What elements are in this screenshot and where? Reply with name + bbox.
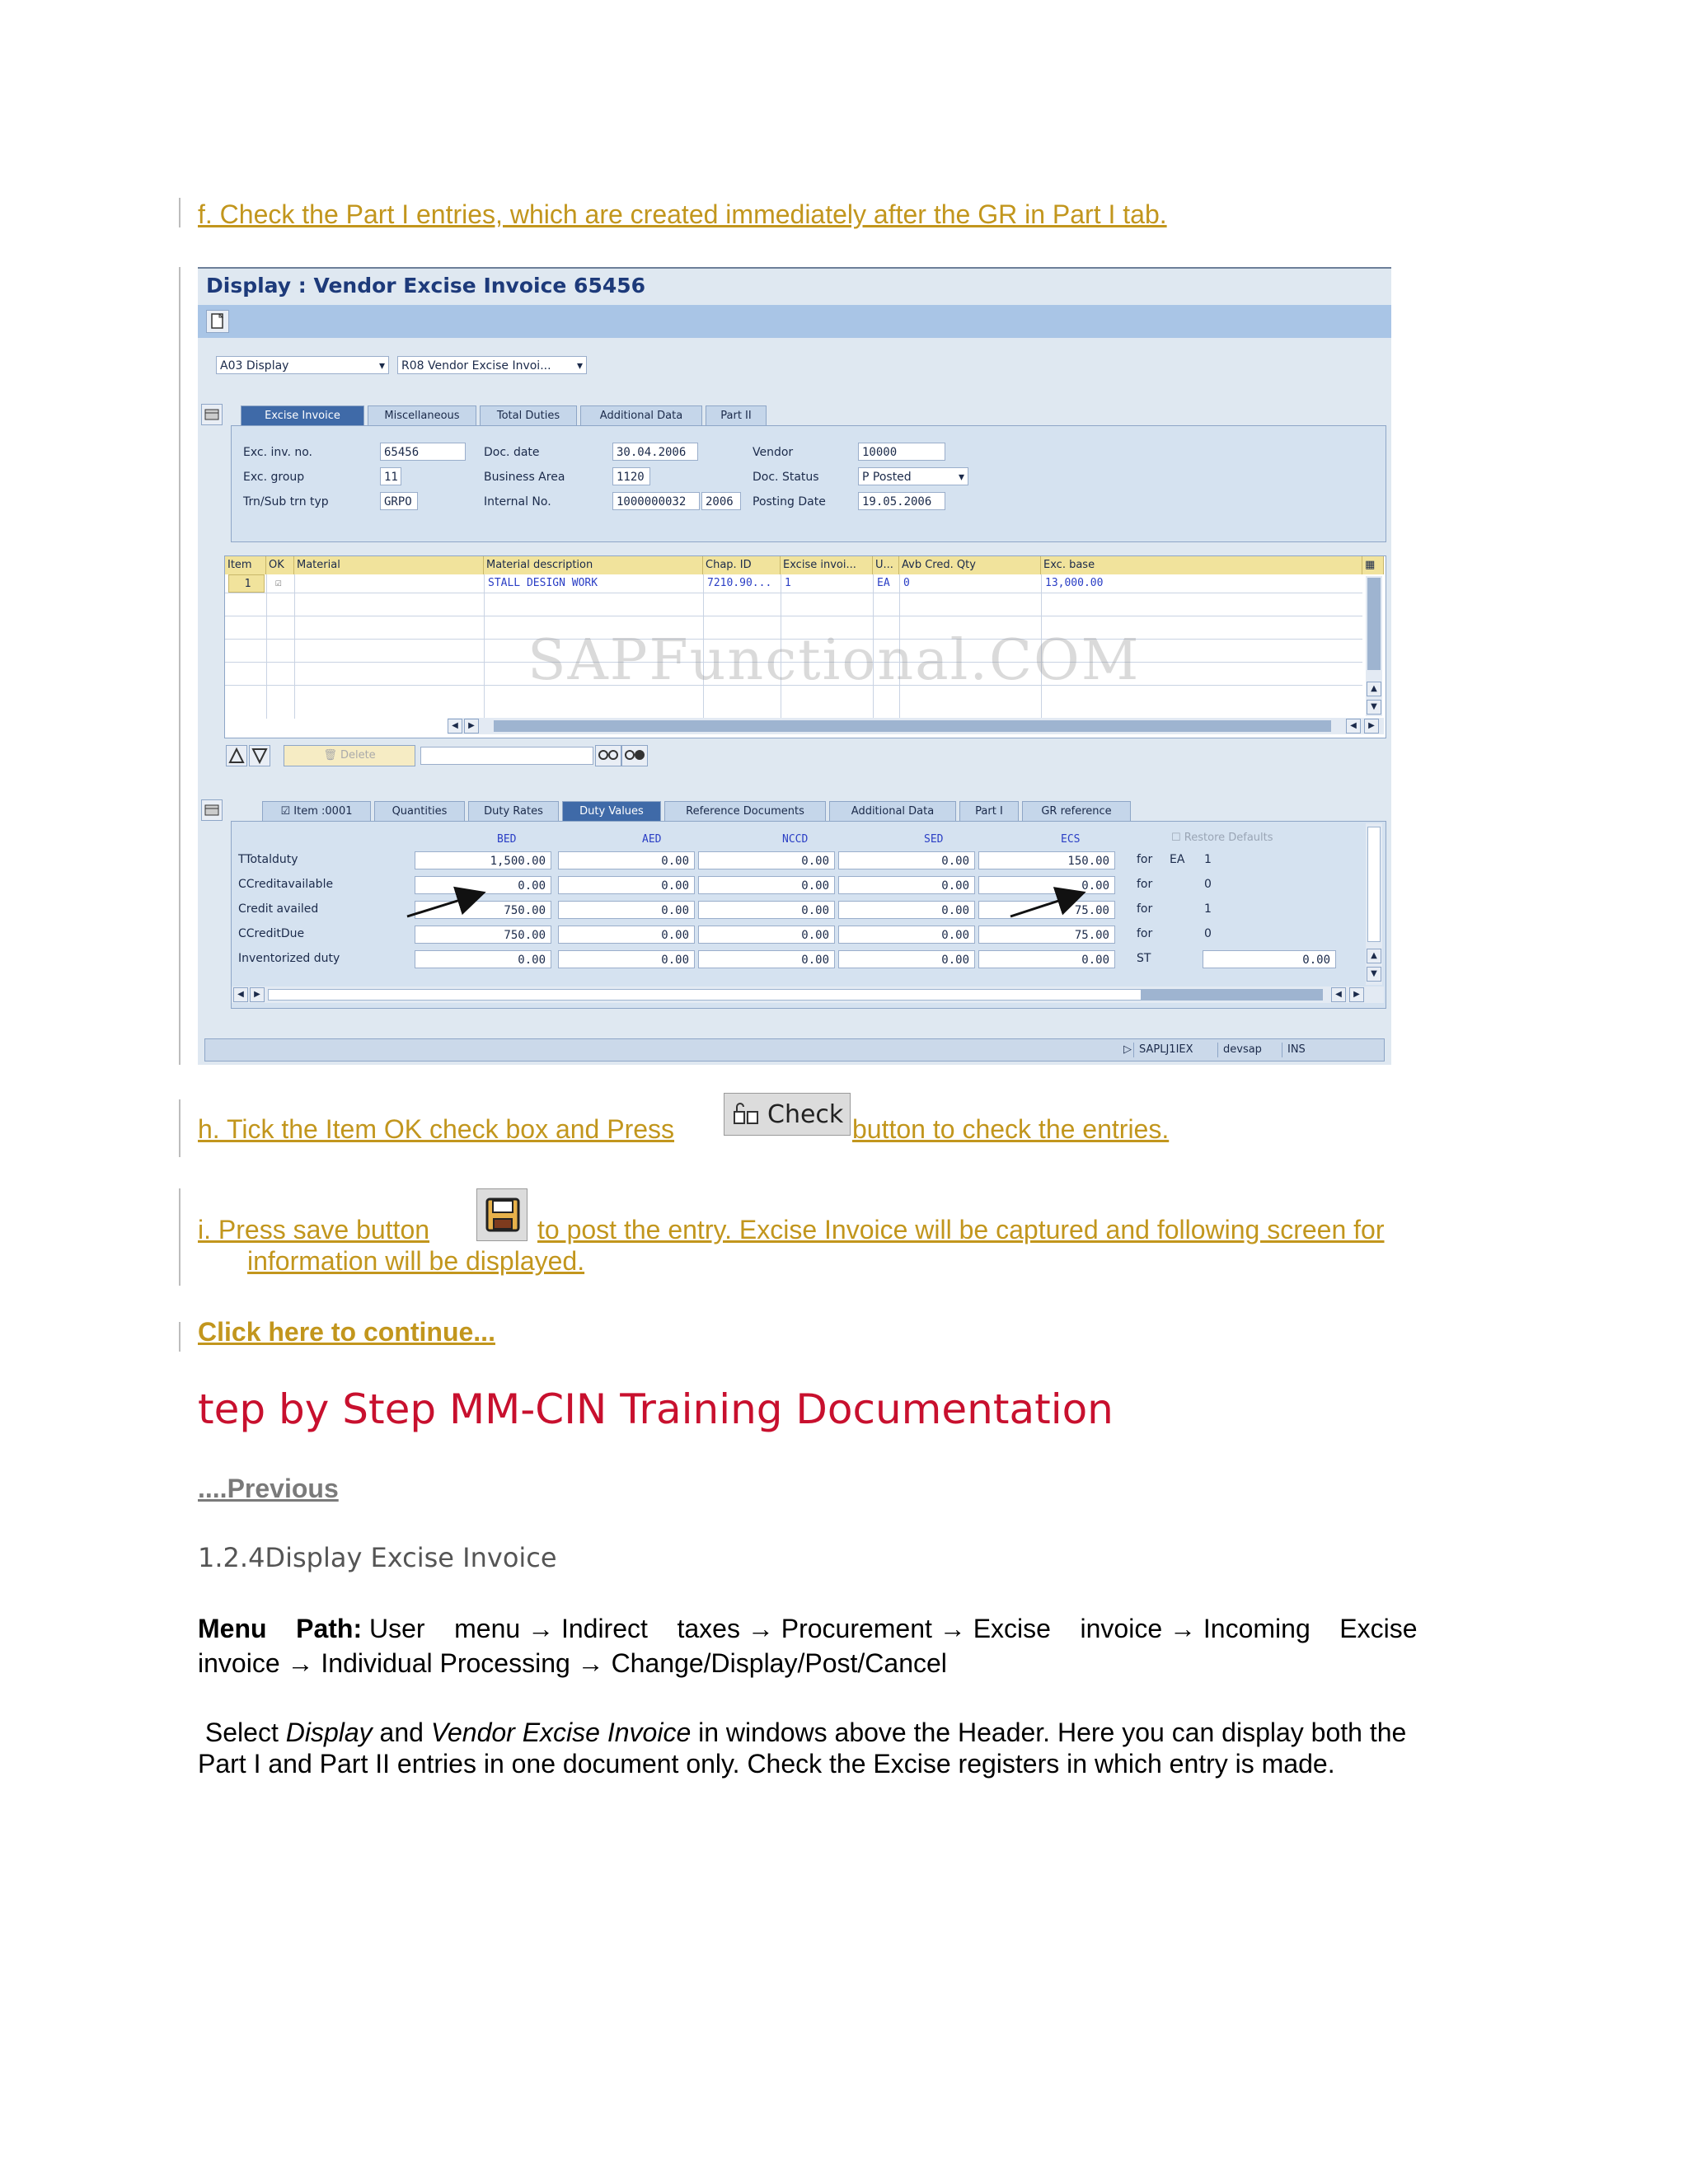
delete-icon: 🗑 xyxy=(323,749,337,762)
duty-value-cell[interactable]: 1,500.00 xyxy=(415,851,551,869)
duty-value-cell[interactable]: 75.00 xyxy=(978,901,1115,919)
duty-value-cell[interactable]: 0.00 xyxy=(698,851,835,869)
step-i-line2-link[interactable]: information will be displayed. xyxy=(247,1246,585,1276)
tab-duty-rates[interactable]: Duty Rates xyxy=(468,801,559,821)
step-i-tail-link[interactable]: to post the entry. Excise Invoice will be captured and following screen for xyxy=(537,1215,1385,1244)
restore-defaults-checkbox[interactable]: ☐ Restore Defaults xyxy=(1171,832,1273,844)
duty-value-cell[interactable]: 0.00 xyxy=(558,876,695,894)
trn-label: Trn/Sub trn typ xyxy=(243,495,329,509)
duty-qty: 0 xyxy=(1204,927,1212,940)
duty-value-cell[interactable]: 0.00 xyxy=(838,876,975,894)
business-area-field[interactable]: 1120 xyxy=(612,467,650,485)
continue xyxy=(198,1315,495,1348)
excise-base: 13,000.00 xyxy=(1045,577,1104,589)
step-i-text xyxy=(198,1213,429,1246)
duty-for-label: ST xyxy=(1137,952,1151,965)
grid-settings-icon[interactable]: ▦ xyxy=(1362,556,1384,574)
duty-row-label: CCreditDue xyxy=(238,927,305,940)
column-header[interactable]: Exc. base xyxy=(1041,556,1362,574)
column-header[interactable]: Excise invoi... xyxy=(781,556,873,574)
paragraph-text: and xyxy=(372,1718,431,1747)
trn-field[interactable]: GRPO xyxy=(380,492,418,510)
business-area-label: Business Area xyxy=(484,471,565,484)
menu-path-line1 xyxy=(198,1612,1418,1645)
tab-quantities[interactable]: Quantities xyxy=(374,801,465,821)
check-button-label: Check xyxy=(767,1100,844,1129)
exc-group-label: Exc. group xyxy=(243,471,305,484)
page-heading: tep by Step MM-CIN Training Documentation xyxy=(198,1385,1114,1433)
duty-qty-field[interactable]: 0.00 xyxy=(1203,950,1336,968)
item-number[interactable]: 1 xyxy=(228,574,265,593)
duty-value-cell[interactable]: 0.00 xyxy=(978,950,1115,968)
tab-additional-data-item[interactable]: Additional Data xyxy=(829,801,956,821)
duty-for-label: for xyxy=(1137,878,1153,891)
material-description: STALL DESIGN WORK xyxy=(488,577,598,589)
check-icon xyxy=(733,1102,762,1128)
paragraph-text: in windows above the Header. Here you can display both the xyxy=(691,1718,1407,1747)
scroll-right-icon[interactable]: ▶ xyxy=(250,987,265,1002)
status-program: SAPLJ1IEX xyxy=(1133,1043,1198,1057)
column-header[interactable]: Item xyxy=(225,556,266,574)
duty-row-label: CCreditavailable xyxy=(238,878,334,891)
status-bar xyxy=(204,1038,1385,1062)
column-header-ecs: ECS xyxy=(1061,833,1081,846)
excise-invoice-item: 1 xyxy=(785,577,791,589)
change-bar xyxy=(179,1188,181,1286)
duty-row-label: TTotalduty xyxy=(238,853,298,866)
duty-for-label: for xyxy=(1137,853,1153,866)
scroll-right-icon[interactable]: ▶ xyxy=(1364,719,1379,733)
change-bar xyxy=(179,267,181,1065)
column-header[interactable]: OK xyxy=(266,556,294,574)
scroll-left-icon[interactable]: ◀ xyxy=(1331,987,1346,1002)
continue-link[interactable]: Click here to continue... xyxy=(198,1317,495,1347)
column-header[interactable]: Chap. ID xyxy=(703,556,781,574)
exc-inv-no-field[interactable]: 65456 xyxy=(380,443,466,461)
tab-additional-data[interactable]: Additional Data xyxy=(580,405,702,425)
step-h-tail xyxy=(852,1113,1169,1146)
column-header[interactable]: U... xyxy=(873,556,899,574)
duty-row-label: Credit availed xyxy=(238,902,319,916)
delete-label: Delete xyxy=(340,749,376,762)
save-button[interactable] xyxy=(476,1188,528,1241)
check-button[interactable] xyxy=(724,1093,851,1136)
tab-total-duties[interactable]: Total Duties xyxy=(480,405,577,425)
watermark: SAPFunctional.COM xyxy=(528,628,1141,693)
change-bar xyxy=(179,1099,181,1157)
internal-no-field[interactable]: 1000000032 xyxy=(612,492,700,510)
duty-value-cell[interactable]: 0.00 xyxy=(838,851,975,869)
column-header-aed: AED xyxy=(642,833,662,846)
document-select-value: R08 Vendor Excise Invoi... xyxy=(401,359,551,373)
scroll-down-icon[interactable]: ▼ xyxy=(1367,967,1381,982)
step-f-link[interactable]: f. Check the Part I entries, which are created immediately after the GR in Part I tab. xyxy=(198,199,1167,229)
duty-value-cell[interactable]: 0.00 xyxy=(558,926,695,944)
tab-miscellaneous[interactable]: Miscellaneous xyxy=(368,405,476,425)
exc-inv-no-label: Exc. inv. no. xyxy=(243,446,312,459)
step-i-line2 xyxy=(247,1244,584,1277)
duty-value-cell[interactable]: 0.00 xyxy=(558,901,695,919)
change-bar xyxy=(179,198,181,227)
column-header[interactable]: Material description xyxy=(484,556,703,574)
step-h-link[interactable]: h. Tick the Item OK check box and Press xyxy=(198,1114,675,1144)
annotation-arrows xyxy=(198,267,1391,1065)
arrow-to-ecs xyxy=(1010,893,1081,916)
paragraph-line1 xyxy=(198,1716,1406,1749)
internal-no-label: Internal No. xyxy=(484,495,551,509)
scroll-right-icon[interactable]: ▶ xyxy=(464,719,479,733)
duty-value-cell[interactable]: 0.00 xyxy=(558,950,695,968)
paragraph-line2: Part I and Part II entries in one document only. Check the Excise registers in which entry is made. xyxy=(198,1749,1335,1779)
duty-value-cell[interactable]: 150.00 xyxy=(978,851,1115,869)
tab-part-i[interactable]: Part I xyxy=(959,801,1019,821)
checkbox-icon: ☑ xyxy=(280,805,291,818)
scroll-left-icon[interactable]: ◀ xyxy=(1346,719,1361,733)
step-i-link[interactable]: i. Press save button xyxy=(198,1215,430,1244)
menu-path-label: Menu Path: xyxy=(198,1614,363,1643)
tab-reference-documents[interactable]: Reference Documents xyxy=(664,801,826,821)
dropdown-icon: ▾ xyxy=(958,471,964,484)
duty-value-cell[interactable]: 0.00 xyxy=(698,950,835,968)
scroll-left-icon[interactable]: ◀ xyxy=(448,719,462,733)
scroll-down-icon[interactable]: ▼ xyxy=(1367,700,1381,715)
step-f-text[interactable] xyxy=(198,198,1167,231)
sap-window-title: Display : Vendor Excise Invoice 65456 xyxy=(206,274,646,298)
tab-gr-reference[interactable]: GR reference xyxy=(1022,801,1131,821)
status-arrow-icon[interactable]: ▷ xyxy=(1123,1043,1132,1056)
doc-status-label: Doc. Status xyxy=(753,471,819,484)
menu-path-text: User menu → Indirect taxes → Procurement → Excise invoice → Incoming Excise xyxy=(369,1614,1418,1643)
dropdown-icon: ▾ xyxy=(576,359,583,373)
restore-defaults-label: Restore Defaults xyxy=(1184,832,1273,844)
change-bar xyxy=(179,1322,181,1352)
previous-link[interactable]: ....Previous xyxy=(198,1474,339,1503)
paragraph-text: Select xyxy=(198,1718,286,1747)
previous xyxy=(198,1472,339,1505)
tab-item-label: Item :0001 xyxy=(293,805,353,818)
vendor-label: Vendor xyxy=(753,446,794,459)
tab-duty-values[interactable]: Duty Values xyxy=(562,801,661,821)
duty-for-label: for xyxy=(1137,927,1153,940)
exc-group-field[interactable]: 11 xyxy=(380,467,401,485)
status-mode: INS xyxy=(1282,1043,1311,1057)
dropdown-icon: ▾ xyxy=(378,359,385,373)
available-credit-qty: 0 xyxy=(903,577,910,589)
duty-unit: EA xyxy=(1170,853,1185,866)
paragraph-emphasis: Display xyxy=(285,1718,373,1747)
posting-date-label: Posting Date xyxy=(753,495,826,509)
doc-date-label: Doc. date xyxy=(484,446,540,459)
doc-status-value: P Posted xyxy=(862,471,912,484)
duty-value-cell[interactable]: 0.00 xyxy=(978,876,1115,894)
posting-date-field[interactable]: 19.05.2006 xyxy=(858,492,945,510)
status-server: devsap xyxy=(1217,1043,1267,1057)
unit: EA xyxy=(877,577,890,589)
column-header-sed: SED xyxy=(924,833,944,846)
duty-value-cell[interactable]: 0.00 xyxy=(698,901,835,919)
duty-for-label: for xyxy=(1137,902,1153,916)
column-header[interactable]: Avb Cred. Qty xyxy=(899,556,1041,574)
tab-excise-invoice[interactable]: Excise Invoice xyxy=(241,405,364,425)
scroll-left-icon[interactable]: ◀ xyxy=(233,987,248,1002)
vendor-field[interactable]: 10000 xyxy=(858,443,945,461)
scroll-up-icon[interactable]: ▲ xyxy=(1367,949,1381,963)
ok-checkbox[interactable]: ☑ xyxy=(275,577,282,589)
internal-year-field[interactable]: 2006 xyxy=(701,492,741,510)
duty-value-cell[interactable]: 0.00 xyxy=(838,901,975,919)
column-header-bed: BED xyxy=(497,833,517,846)
paragraph-emphasis: Vendor Excise Invoice xyxy=(430,1718,692,1747)
action-select-value: A03 Display xyxy=(220,359,289,373)
step-h-tail-link[interactable]: button to check the entries. xyxy=(852,1114,1170,1144)
duty-value-cell[interactable]: 0.00 xyxy=(415,876,551,894)
duty-qty: 0 xyxy=(1204,878,1212,891)
step-h-text xyxy=(198,1113,674,1146)
tab-part-ii[interactable]: Part II xyxy=(706,405,767,425)
duty-row-label: Inventorized duty xyxy=(238,952,340,965)
duty-value-cell[interactable]: 0.00 xyxy=(838,950,975,968)
step-i-tail xyxy=(537,1213,1385,1246)
duty-value-cell[interactable]: 0.00 xyxy=(698,926,835,944)
menu-path-line2: invoice → Individual Processing → Change/Display/Post/Cancel xyxy=(198,1648,947,1678)
arrow-to-bed xyxy=(407,893,481,916)
duty-qty: 1 xyxy=(1204,902,1212,916)
column-header-nccd: NCCD xyxy=(782,833,809,846)
scroll-right-icon[interactable]: ▶ xyxy=(1349,987,1364,1002)
column-header[interactable]: Material xyxy=(294,556,484,574)
doc-date-field[interactable]: 30.04.2006 xyxy=(612,443,698,461)
duty-qty: 1 xyxy=(1204,853,1212,866)
duty-value-cell[interactable]: 750.00 xyxy=(415,901,551,919)
duty-value-cell[interactable]: 0.00 xyxy=(558,851,695,869)
scroll-up-icon[interactable]: ▲ xyxy=(1367,682,1381,696)
duty-value-cell[interactable]: 0.00 xyxy=(415,950,551,968)
sap-screenshot xyxy=(198,267,1391,1065)
duty-value-cell[interactable]: 750.00 xyxy=(415,926,551,944)
chapter-id: 7210.90... xyxy=(707,577,772,589)
section-title: 1.2.4Display Excise Invoice xyxy=(198,1542,557,1573)
duty-value-cell[interactable]: 75.00 xyxy=(978,926,1115,944)
duty-value-cell[interactable]: 0.00 xyxy=(838,926,975,944)
save-icon xyxy=(484,1196,522,1234)
duty-value-cell[interactable]: 0.00 xyxy=(698,876,835,894)
